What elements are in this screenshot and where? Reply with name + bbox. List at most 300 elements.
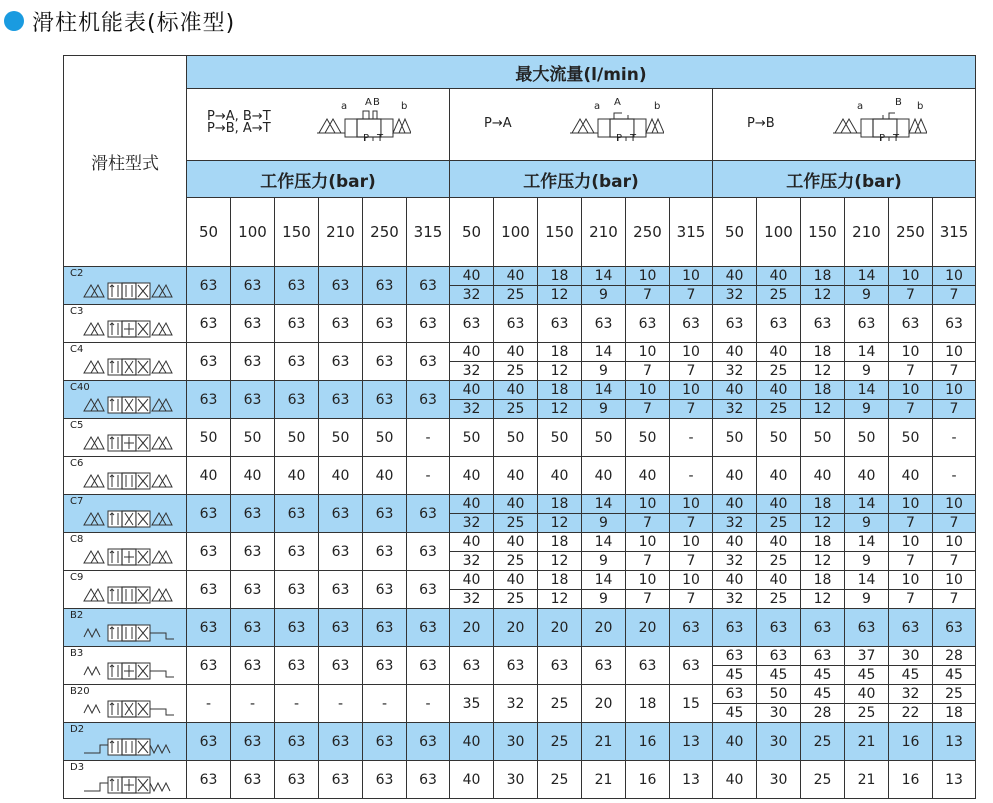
flow-value-cell: 63 bbox=[363, 647, 407, 685]
flow-value-cell: 63 bbox=[363, 267, 407, 305]
flow-value-upper: 18 bbox=[801, 343, 844, 362]
flow-value-cell: - bbox=[933, 457, 976, 495]
flow-value-lower: 12 bbox=[550, 363, 569, 379]
flow-value-cell: 16 bbox=[626, 723, 670, 761]
flow-value-cell bbox=[494, 495, 538, 533]
flow-value-cell: 63 bbox=[231, 305, 275, 343]
flow-value-cell: 63 bbox=[363, 381, 407, 419]
pressure-value-header: 315 bbox=[670, 198, 713, 267]
port-label-port-A: A bbox=[365, 97, 372, 108]
table-row bbox=[64, 761, 976, 799]
flow-value-upper: 40 bbox=[494, 381, 537, 400]
flow-value-cell bbox=[889, 267, 933, 305]
flow-value-cell: 63 bbox=[319, 267, 363, 305]
flow-value-cell: 13 bbox=[670, 761, 713, 799]
flow-value-cell: 63 bbox=[801, 609, 845, 647]
flow-value-cell: 63 bbox=[845, 609, 889, 647]
flow-value-cell: 50 bbox=[231, 419, 275, 457]
flow-value-cell: 63 bbox=[626, 305, 670, 343]
flow-value-cell: 50 bbox=[801, 419, 845, 457]
flow-value-upper: 40 bbox=[757, 571, 800, 590]
flow-value-cell: 16 bbox=[626, 761, 670, 799]
flow-value-upper: 40 bbox=[450, 533, 493, 552]
flow-value-cell: 20 bbox=[494, 609, 538, 647]
flow-value-cell: 63 bbox=[319, 571, 363, 609]
spool-symbol-cell bbox=[64, 457, 187, 495]
flow-value-upper: 10 bbox=[889, 267, 932, 286]
flow-value-cell bbox=[626, 495, 670, 533]
spool-symbol-cell bbox=[64, 685, 187, 723]
table-row bbox=[64, 571, 976, 609]
flow-value-cell: 40 bbox=[187, 457, 231, 495]
port-label-port-P: P bbox=[879, 133, 886, 144]
flow-value-cell: - bbox=[319, 685, 363, 723]
table-row bbox=[64, 267, 976, 305]
flow-value-upper: 40 bbox=[450, 381, 493, 400]
flow-value-lower: 18 bbox=[945, 705, 963, 721]
flow-value-upper: 40 bbox=[713, 495, 756, 514]
flow-value-lower: 25 bbox=[769, 515, 788, 531]
spool-symbol-cell bbox=[64, 761, 187, 799]
flow-value-upper: 10 bbox=[933, 343, 975, 362]
flow-value-cell: 50 bbox=[713, 419, 757, 457]
pressure-value-header: 100 bbox=[231, 198, 275, 267]
flow-value-lower: 7 bbox=[949, 591, 959, 607]
flow-value-cell bbox=[626, 533, 670, 571]
flow-value-lower: 7 bbox=[906, 553, 915, 569]
flow-value-cell: 13 bbox=[933, 761, 976, 799]
flow-value-cell bbox=[582, 571, 626, 609]
flow-value-lower: 25 bbox=[769, 287, 788, 303]
flow-value-upper: 18 bbox=[801, 495, 844, 514]
flow-value-cell: 15 bbox=[670, 685, 713, 723]
flow-value-cell bbox=[889, 647, 933, 685]
flow-value-upper: 14 bbox=[582, 343, 625, 362]
flow-value-lower: 12 bbox=[550, 287, 569, 303]
flow-value-cell: 63 bbox=[407, 343, 450, 381]
flow-value-cell: - bbox=[407, 419, 450, 457]
flow-value-cell bbox=[933, 685, 976, 723]
flow-value-cell: 63 bbox=[670, 305, 713, 343]
working-pressure-header-2: 工作压力(bar) bbox=[450, 161, 713, 198]
spool-symbol-icon bbox=[82, 317, 178, 343]
flow-value-lower: 9 bbox=[599, 401, 608, 417]
flow-value-lower: 45 bbox=[769, 667, 788, 683]
flow-value-cell bbox=[450, 495, 494, 533]
flow-value-cell: 40 bbox=[450, 723, 494, 761]
spool-symbol-cell bbox=[64, 419, 187, 457]
flow-value-cell bbox=[626, 571, 670, 609]
flow-value-cell bbox=[845, 647, 889, 685]
spool-symbol-icon bbox=[82, 735, 178, 761]
flow-value-cell: 63 bbox=[582, 305, 626, 343]
flow-value-cell: 63 bbox=[231, 647, 275, 685]
flow-value-cell: 50 bbox=[889, 419, 933, 457]
flow-value-cell: 63 bbox=[231, 609, 275, 647]
page-title-text: 滑柱机能表(标准型) bbox=[32, 10, 236, 36]
flow-value-cell: 63 bbox=[231, 723, 275, 761]
spool-symbol-icon bbox=[82, 507, 178, 533]
flow-value-upper: 32 bbox=[889, 685, 932, 704]
flow-value-cell: 63 bbox=[363, 571, 407, 609]
flow-value-lower: 7 bbox=[906, 287, 915, 303]
pressure-value-header: 50 bbox=[713, 198, 757, 267]
flow-value-lower: 7 bbox=[643, 591, 652, 607]
spool-symbol-cell bbox=[64, 343, 187, 381]
flow-value-cell: 50 bbox=[319, 419, 363, 457]
flow-value-cell bbox=[757, 381, 801, 419]
flow-value-cell bbox=[670, 381, 713, 419]
flow-value-cell: 40 bbox=[538, 457, 582, 495]
flow-value-cell bbox=[582, 267, 626, 305]
flow-value-cell bbox=[582, 343, 626, 381]
flow-value-cell: 63 bbox=[538, 305, 582, 343]
flow-value-upper: 10 bbox=[626, 571, 669, 590]
flow-value-upper: 18 bbox=[801, 533, 844, 552]
flow-value-upper: 40 bbox=[757, 343, 800, 362]
flow-value-cell bbox=[933, 533, 976, 571]
flow-value-upper: 14 bbox=[845, 381, 888, 400]
flow-path-line-2: P→B, A→T bbox=[207, 121, 271, 136]
flow-value-lower: 45 bbox=[945, 667, 963, 683]
flow-value-cell bbox=[450, 381, 494, 419]
spool-symbol-cell bbox=[64, 495, 187, 533]
flow-value-lower: 9 bbox=[862, 363, 871, 379]
flow-value-cell bbox=[494, 267, 538, 305]
flow-value-upper: 10 bbox=[670, 343, 712, 362]
flow-value-upper: 10 bbox=[933, 381, 975, 400]
table-row bbox=[64, 343, 976, 381]
port-label-port-B: B bbox=[373, 97, 380, 108]
spool-code: B20 bbox=[70, 686, 90, 697]
flow-value-cell bbox=[538, 533, 582, 571]
flow-value-cell: 63 bbox=[275, 723, 319, 761]
spool-symbol-cell bbox=[64, 533, 187, 571]
flow-value-cell: 40 bbox=[713, 457, 757, 495]
flow-value-cell: - bbox=[187, 685, 231, 723]
flow-value-upper: 40 bbox=[713, 533, 756, 552]
flow-value-upper: 10 bbox=[626, 533, 669, 552]
flow-value-cell bbox=[845, 685, 889, 723]
flow-value-upper: 40 bbox=[713, 267, 756, 286]
flow-value-cell bbox=[538, 381, 582, 419]
flow-value-lower: 32 bbox=[725, 401, 744, 417]
flow-value-cell: 50 bbox=[275, 419, 319, 457]
flow-value-cell bbox=[670, 571, 713, 609]
flow-value-lower: 7 bbox=[906, 401, 915, 417]
port-label-sym-a: a bbox=[857, 101, 864, 112]
flow-value-cell: 63 bbox=[363, 343, 407, 381]
flow-value-lower: 12 bbox=[813, 591, 832, 607]
pressure-value-header: 315 bbox=[933, 198, 976, 267]
spool-symbol-icon bbox=[82, 773, 178, 799]
flow-value-upper: 40 bbox=[713, 381, 756, 400]
flow-value-upper: 40 bbox=[494, 495, 537, 514]
flow-value-upper: 14 bbox=[582, 571, 625, 590]
flow-value-lower: 7 bbox=[906, 363, 915, 379]
flow-value-lower: 32 bbox=[462, 553, 481, 569]
flow-value-cell: 63 bbox=[494, 305, 538, 343]
flow-value-cell: 63 bbox=[275, 647, 319, 685]
spool-symbol-icon bbox=[82, 621, 178, 647]
working-pressure-header-1: 工作压力(bar) bbox=[187, 161, 450, 198]
flow-value-cell: 40 bbox=[450, 457, 494, 495]
flow-value-cell: 63 bbox=[319, 343, 363, 381]
flow-value-upper: 37 bbox=[845, 647, 888, 666]
flow-value-lower: 32 bbox=[725, 287, 744, 303]
port-label-port-P: P bbox=[616, 133, 623, 144]
flow-value-upper: 40 bbox=[494, 267, 537, 286]
flow-value-lower: 9 bbox=[599, 553, 608, 569]
table-row bbox=[64, 457, 976, 495]
flow-value-upper: 14 bbox=[845, 533, 888, 552]
flow-value-cell: 63 bbox=[933, 305, 976, 343]
flow-value-cell: 63 bbox=[187, 609, 231, 647]
flow-value-upper: 10 bbox=[670, 571, 712, 590]
flow-value-cell bbox=[801, 343, 845, 381]
flow-value-cell: 63 bbox=[363, 761, 407, 799]
flow-value-cell bbox=[538, 343, 582, 381]
spool-function-table bbox=[63, 55, 976, 799]
flow-value-upper: 10 bbox=[626, 267, 669, 286]
pressure-value-header: 315 bbox=[407, 198, 450, 267]
flow-value-upper: 18 bbox=[538, 571, 581, 590]
flow-value-cell bbox=[582, 381, 626, 419]
flow-value-lower: 25 bbox=[506, 591, 525, 607]
flow-value-cell: 63 bbox=[275, 533, 319, 571]
flow-value-upper: 10 bbox=[889, 343, 932, 362]
flow-value-cell: 63 bbox=[187, 647, 231, 685]
flow-value-cell: 18 bbox=[626, 685, 670, 723]
flow-value-cell: 40 bbox=[450, 761, 494, 799]
flow-value-cell: 63 bbox=[231, 761, 275, 799]
flow-value-cell bbox=[845, 495, 889, 533]
flow-value-cell: 63 bbox=[275, 305, 319, 343]
flow-value-upper: 30 bbox=[889, 647, 932, 666]
flow-value-cell: 63 bbox=[801, 305, 845, 343]
flow-value-cell bbox=[845, 571, 889, 609]
flow-value-upper: 40 bbox=[450, 495, 493, 514]
flow-value-upper: 10 bbox=[626, 381, 669, 400]
flow-value-cell bbox=[801, 533, 845, 571]
flow-value-cell: 63 bbox=[407, 495, 450, 533]
flow-value-lower: 7 bbox=[686, 515, 696, 531]
spool-symbol-cell bbox=[64, 647, 187, 685]
flow-value-upper: 40 bbox=[713, 571, 756, 590]
flow-value-upper: 40 bbox=[450, 571, 493, 590]
flow-value-cell: 63 bbox=[275, 495, 319, 533]
spool-code: C9 bbox=[70, 572, 84, 583]
flow-value-upper: 10 bbox=[670, 533, 712, 552]
port-label-sym-b: b bbox=[401, 101, 408, 112]
flow-value-cell: 30 bbox=[494, 723, 538, 761]
flow-value-lower: 25 bbox=[506, 515, 525, 531]
flow-value-cell bbox=[713, 571, 757, 609]
flow-value-cell bbox=[670, 343, 713, 381]
flow-value-cell: 63 bbox=[187, 495, 231, 533]
spool-symbol-icon bbox=[82, 355, 178, 381]
flow-value-upper: 14 bbox=[582, 381, 625, 400]
flow-value-cell: 63 bbox=[319, 305, 363, 343]
flow-value-cell: - bbox=[275, 685, 319, 723]
flow-value-lower: 32 bbox=[725, 553, 744, 569]
flow-value-cell: 21 bbox=[582, 723, 626, 761]
flow-value-upper: 40 bbox=[757, 533, 800, 552]
flow-value-cell bbox=[889, 381, 933, 419]
flow-value-cell bbox=[713, 267, 757, 305]
port-label-sym-b: b bbox=[917, 101, 924, 112]
flow-value-upper: 63 bbox=[713, 685, 756, 704]
flow-value-lower: 25 bbox=[769, 553, 788, 569]
bullet-icon bbox=[4, 11, 24, 31]
flow-value-lower: 9 bbox=[599, 591, 608, 607]
flow-path-line-1: P→A bbox=[484, 116, 512, 131]
flow-value-upper: 40 bbox=[494, 571, 537, 590]
flow-value-lower: 7 bbox=[949, 553, 959, 569]
flow-value-cell bbox=[494, 343, 538, 381]
flow-value-upper: 40 bbox=[494, 343, 537, 362]
flow-value-cell: 63 bbox=[407, 267, 450, 305]
flow-value-cell bbox=[845, 381, 889, 419]
flow-value-cell bbox=[933, 343, 976, 381]
flow-value-lower: 9 bbox=[862, 591, 871, 607]
flow-value-cell: 21 bbox=[845, 723, 889, 761]
flow-value-cell: 63 bbox=[713, 305, 757, 343]
flow-value-upper: 18 bbox=[538, 267, 581, 286]
flow-value-cell: 63 bbox=[757, 609, 801, 647]
flow-value-upper: 50 bbox=[757, 685, 800, 704]
flow-value-cell: 63 bbox=[275, 571, 319, 609]
flow-value-cell: 25 bbox=[801, 761, 845, 799]
flow-value-cell: 40 bbox=[319, 457, 363, 495]
pressure-value-header: 50 bbox=[450, 198, 494, 267]
spool-symbol-icon bbox=[82, 583, 178, 609]
flow-value-cell: 63 bbox=[187, 723, 231, 761]
pressure-value-header: 50 bbox=[187, 198, 231, 267]
flow-value-lower: 25 bbox=[506, 401, 525, 417]
flow-value-lower: 9 bbox=[599, 363, 608, 379]
flow-value-upper: 10 bbox=[889, 495, 932, 514]
flow-value-cell bbox=[933, 571, 976, 609]
spool-code: C8 bbox=[70, 534, 84, 545]
flow-value-cell bbox=[757, 343, 801, 381]
flow-value-cell bbox=[801, 571, 845, 609]
flow-value-cell bbox=[494, 533, 538, 571]
pressure-value-header: 150 bbox=[538, 198, 582, 267]
flow-value-cell: 20 bbox=[538, 609, 582, 647]
pressure-value-header: 250 bbox=[363, 198, 407, 267]
flow-value-lower: 25 bbox=[769, 401, 788, 417]
flow-value-cell: - bbox=[231, 685, 275, 723]
flow-value-cell: 63 bbox=[363, 723, 407, 761]
flow-value-lower: 7 bbox=[949, 401, 959, 417]
spool-code: B2 bbox=[70, 610, 84, 621]
flow-value-cell: 63 bbox=[319, 647, 363, 685]
spool-code: C6 bbox=[70, 458, 84, 469]
flow-value-lower: 12 bbox=[813, 363, 832, 379]
flow-value-lower: 9 bbox=[862, 515, 871, 531]
flow-value-lower: 32 bbox=[462, 515, 481, 531]
spool-symbol-icon bbox=[82, 469, 178, 495]
flow-value-cell: 63 bbox=[319, 609, 363, 647]
flow-value-upper: 40 bbox=[757, 381, 800, 400]
flow-value-lower: 25 bbox=[857, 705, 876, 721]
flow-value-cell: 25 bbox=[538, 685, 582, 723]
spool-symbol-cell bbox=[64, 723, 187, 761]
flow-value-lower: 7 bbox=[686, 363, 696, 379]
flow-value-cell bbox=[757, 267, 801, 305]
flow-value-cell: 63 bbox=[363, 495, 407, 533]
flow-value-lower: 32 bbox=[462, 287, 481, 303]
flow-value-upper: 40 bbox=[450, 267, 493, 286]
flow-value-cell: 63 bbox=[407, 305, 450, 343]
flow-value-upper: 10 bbox=[933, 533, 975, 552]
flow-value-cell bbox=[713, 381, 757, 419]
flow-value-cell: 63 bbox=[670, 647, 713, 685]
flow-value-lower: 7 bbox=[949, 287, 959, 303]
port-label-port-T: T bbox=[893, 133, 900, 144]
flow-value-cell bbox=[582, 533, 626, 571]
flow-value-cell: 63 bbox=[231, 495, 275, 533]
flow-value-cell: 50 bbox=[626, 419, 670, 457]
flow-value-cell: 63 bbox=[889, 609, 933, 647]
flow-value-lower: 7 bbox=[949, 515, 959, 531]
flow-value-upper: 40 bbox=[450, 343, 493, 362]
spool-code: C3 bbox=[70, 306, 84, 317]
flow-value-cell bbox=[889, 571, 933, 609]
spool-symbol-icon bbox=[82, 659, 178, 685]
flow-value-cell bbox=[933, 381, 976, 419]
flow-value-lower: 7 bbox=[906, 515, 915, 531]
pressure-value-header: 150 bbox=[275, 198, 319, 267]
flow-value-cell: 63 bbox=[933, 609, 976, 647]
flow-value-upper: 28 bbox=[933, 647, 975, 666]
flow-value-cell: 63 bbox=[319, 533, 363, 571]
flow-value-upper: 10 bbox=[670, 495, 712, 514]
flow-value-upper: 40 bbox=[494, 533, 537, 552]
table-row bbox=[64, 723, 976, 761]
port-label-port-T: T bbox=[630, 133, 637, 144]
flow-value-cell: 30 bbox=[757, 723, 801, 761]
spool-code: C40 bbox=[70, 382, 90, 393]
flow-value-cell: 25 bbox=[801, 723, 845, 761]
flow-value-upper: 10 bbox=[626, 343, 669, 362]
flow-path-label bbox=[747, 118, 775, 130]
flow-value-cell: 63 bbox=[407, 761, 450, 799]
pressure-value-header: 250 bbox=[889, 198, 933, 267]
flow-value-cell bbox=[889, 685, 933, 723]
flow-value-cell: 21 bbox=[845, 761, 889, 799]
flow-value-cell: 40 bbox=[363, 457, 407, 495]
table-row bbox=[64, 495, 976, 533]
spool-symbol-cell bbox=[64, 571, 187, 609]
flow-value-cell: 63 bbox=[494, 647, 538, 685]
flow-value-lower: 7 bbox=[906, 591, 915, 607]
pressure-value-header: 210 bbox=[319, 198, 363, 267]
flow-symbol-cell-3 bbox=[713, 89, 976, 161]
flow-value-cell: - bbox=[933, 419, 976, 457]
flow-value-lower: 32 bbox=[462, 401, 481, 417]
spool-code: C5 bbox=[70, 420, 84, 431]
flow-value-cell: 63 bbox=[713, 609, 757, 647]
spool-symbol-cell bbox=[64, 267, 187, 305]
flow-value-cell: 32 bbox=[494, 685, 538, 723]
table-row bbox=[64, 305, 976, 343]
flow-value-cell bbox=[801, 381, 845, 419]
flow-value-cell: 40 bbox=[275, 457, 319, 495]
flow-value-lower: 32 bbox=[725, 363, 744, 379]
pressure-value-header: 210 bbox=[845, 198, 889, 267]
